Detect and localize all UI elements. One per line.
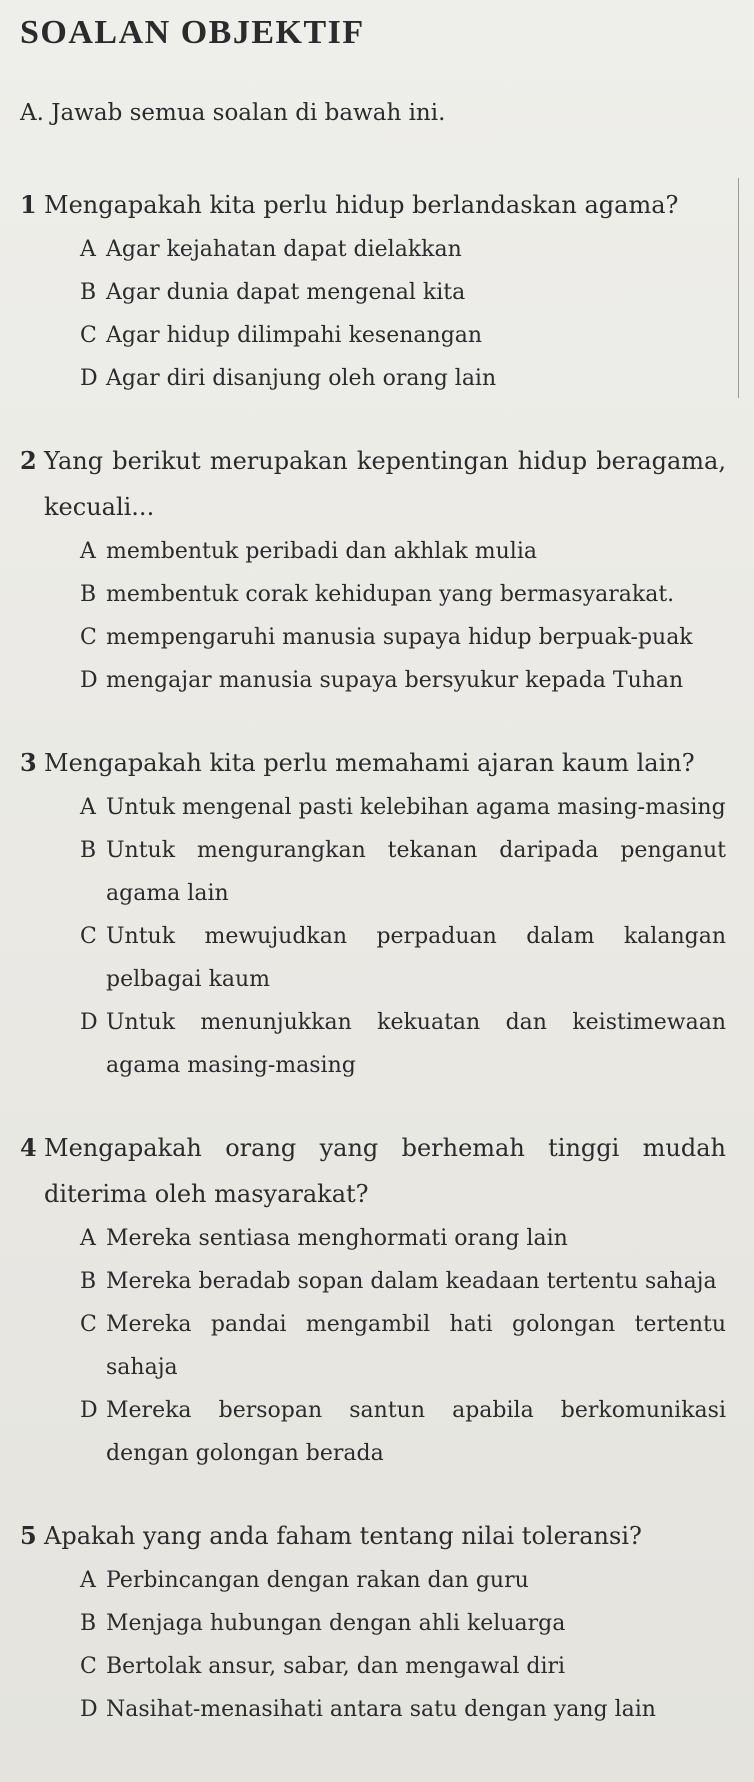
question-stem	[20, 182, 726, 228]
option-text: Agar kejahatan dapat dielakkan	[106, 237, 462, 262]
question-text: Yang berikut merupakan kepentingan hidup beragama, kecuali...	[44, 447, 726, 521]
option-letter: C	[80, 1312, 97, 1337]
option-list	[80, 786, 726, 1087]
option-text: Mereka bersopan santun apabila berkomunikasi dengan golongan berada	[106, 1398, 726, 1466]
question-1	[20, 182, 726, 400]
option-letter: A	[80, 795, 96, 820]
question-4	[20, 1125, 726, 1475]
question-number: 5	[20, 1521, 37, 1550]
option-c	[80, 1303, 726, 1389]
question-3	[20, 740, 726, 1087]
margin-line	[738, 178, 739, 398]
instruction-text: A. Jawab semua soalan di bawah ini.	[20, 100, 446, 126]
question-stem	[20, 740, 726, 786]
question-5	[20, 1513, 726, 1731]
option-letter: C	[80, 924, 97, 949]
option-letter: D	[80, 366, 98, 391]
option-text: Agar hidup dilimpahi kesenangan	[106, 323, 483, 348]
option-letter: C	[80, 625, 97, 650]
option-b	[80, 573, 726, 616]
option-letter: B	[80, 1269, 97, 1294]
option-letter: B	[80, 582, 97, 607]
option-text: Mereka pandai mengambil hati golongan tertentu sahaja	[106, 1312, 726, 1380]
option-d	[80, 1001, 726, 1087]
option-b	[80, 271, 726, 314]
question-stem	[20, 1513, 726, 1559]
question-2	[20, 438, 726, 702]
option-text: Menjaga hubungan dengan ahli keluarga	[106, 1611, 566, 1636]
option-c	[80, 1645, 726, 1688]
option-list	[80, 1217, 726, 1475]
question-stem	[20, 1125, 726, 1217]
option-d	[80, 1389, 726, 1475]
option-letter: A	[80, 539, 96, 564]
option-letter: A	[80, 237, 96, 262]
option-list	[80, 1559, 726, 1731]
option-text: Bertolak ansur, sabar, dan mengawal diri	[106, 1654, 566, 1679]
option-letter: D	[80, 1010, 98, 1035]
question-text: Mengapakah kita perlu memahami ajaran kaum lain?	[44, 749, 695, 777]
option-text: Mereka sentiasa menghormati orang lain	[106, 1226, 568, 1251]
option-letter: A	[80, 1226, 96, 1251]
option-a	[80, 530, 726, 573]
question-text: Mengapakah orang yang berhemah tinggi mudah diterima oleh masyarakat?	[44, 1134, 726, 1208]
option-text: membentuk corak kehidupan yang bermasyarakat.	[106, 582, 675, 607]
question-stem	[20, 438, 726, 530]
question-text: Apakah yang anda faham tentang nilai toleransi?	[44, 1522, 642, 1550]
option-d	[80, 1688, 726, 1731]
option-c	[80, 915, 726, 1001]
option-letter: D	[80, 1697, 98, 1722]
option-letter: C	[80, 1654, 97, 1679]
option-c	[80, 314, 726, 357]
option-text: Nasihat-menasihati antara satu dengan yang lain	[106, 1697, 656, 1722]
question-number: 3	[20, 748, 37, 777]
option-text: Perbincangan dengan rakan dan guru	[106, 1568, 529, 1593]
option-text: Agar diri disanjung oleh orang lain	[106, 366, 497, 391]
option-text: Agar dunia dapat mengenal kita	[106, 280, 466, 305]
option-letter: A	[80, 1568, 96, 1593]
option-letter: C	[80, 323, 97, 348]
option-c	[80, 616, 726, 659]
option-letter: B	[80, 1611, 97, 1636]
option-text: mempengaruhi manusia supaya hidup berpuak-puak	[106, 625, 693, 650]
page-title: SOALAN OBJEKTIF	[20, 14, 365, 51]
option-b	[80, 829, 726, 915]
option-text: membentuk peribadi dan akhlak mulia	[106, 539, 537, 564]
option-text: Mereka beradab sopan dalam keadaan tertentu sahaja	[106, 1269, 717, 1294]
option-text: Untuk menunjukkan kekuatan dan keistimewaan agama masing-masing	[106, 1010, 726, 1078]
option-a	[80, 786, 726, 829]
option-a	[80, 1217, 726, 1260]
question-number: 2	[20, 446, 37, 475]
question-number: 1	[20, 190, 37, 219]
option-a	[80, 1559, 726, 1602]
option-list	[80, 530, 726, 702]
option-d	[80, 659, 726, 702]
option-letter: B	[80, 838, 97, 863]
option-text: mengajar manusia supaya bersyukur kepada Tuhan	[106, 668, 684, 693]
option-b	[80, 1602, 726, 1645]
question-text: Mengapakah kita perlu hidup berlandaskan agama?	[44, 191, 679, 219]
option-text: Untuk mewujudkan perpaduan dalam kalangan pelbagai kaum	[106, 924, 726, 992]
option-letter: D	[80, 668, 98, 693]
option-letter: B	[80, 280, 97, 305]
option-text: Untuk mengurangkan tekanan daripada penganut agama lain	[106, 838, 726, 906]
option-b	[80, 1260, 726, 1303]
option-text: Untuk mengenal pasti kelebihan agama masing-masing	[106, 795, 726, 820]
option-a	[80, 228, 726, 271]
option-d	[80, 357, 726, 400]
question-number: 4	[20, 1133, 37, 1162]
option-list	[80, 228, 726, 400]
option-letter: D	[80, 1398, 98, 1423]
